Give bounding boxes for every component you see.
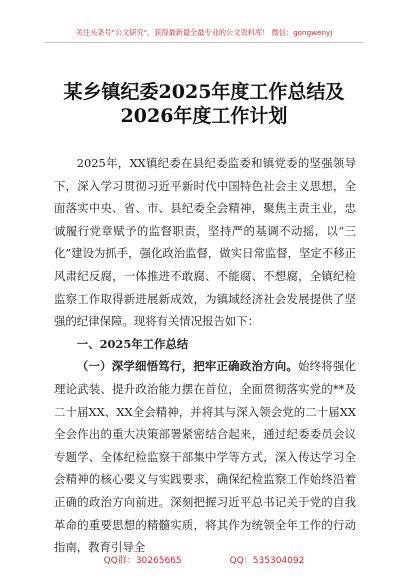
section-heading: 一、2025年工作总结 [76,336,189,351]
intro-paragraph: 2025年，XX镇纪委在县纪委监委和镇党委的坚强领导下，深入学习贯彻习近平新时代中国特色社会主义思想，全面落实中央、省、市、县纪委全会精神，聚焦主责主业，忠诚履行党章赋予的监督职责，坚持严的基调不动摇，以“三化”建设为抓手，强化政治监督，做实日常监督，坚定不移正风肃纪反腐，一体推进不敢腐、不能腐、不想腐，全镇纪检监察工作取得新进展新成效，为镇域经济社会发展提供了坚强的纪律保障。现将有关情况报告如下： [54,156,356,329]
footer-qq-group: QQ群：30265665 [103,556,182,566]
header-divider [44,42,364,43]
subsection-body: 始终将强化理论武装、提升政治能力摆在首位，全面贯彻落实党的**及二十届XX、XX全会精神，并将其与深入领会党的二十届XX全会作出的重大决策部署紧密结合起来，通过纪委委员会议专题学、全体纪检监察干部集中学等方式，深入传达学习全会精神的核心要义与实践要求，确保纪检监察工作始终沿着正确的政治方向前进。深刻把握习近平总书记关于党的自我革命的重要思想的精髓实质，将其作为统领全年工作的行动指南，教育引导全 [54,359,356,555]
footer-contact [0,553,408,566]
footer-qq: QQ：535304092 [229,556,305,566]
subsection-heading: （一）深学细悟笃行，把牢正确政治方向。 [76,359,299,374]
subsection-paragraph [54,355,356,558]
header-promo-note: 关注头条号"公文研究"，获得最新最全最专业的公文资料库！ 微信：gongwenyj [75,28,333,37]
document-body [54,152,356,559]
document-title: 某乡镇纪委2025年度工作总结及2026年度工作计划 [63,81,345,127]
